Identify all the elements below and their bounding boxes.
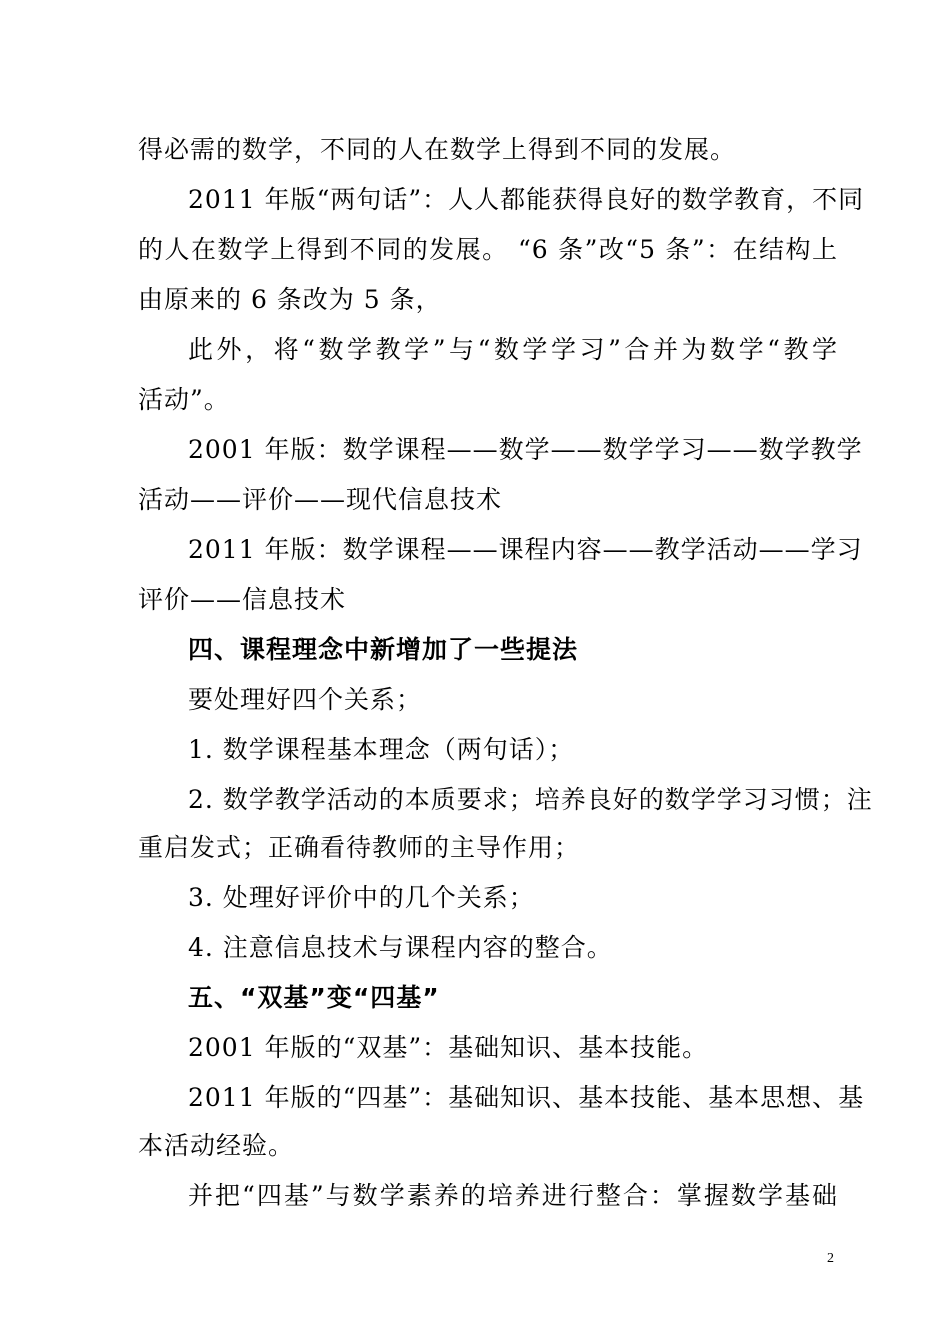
- list-item: 2. 数学教学活动的本质要求；培养良好的数学学习习惯；注: [188, 785, 873, 814]
- paragraph-line: 本活动经验。: [138, 1131, 295, 1160]
- section-heading: 五、“双基”变“四基”: [188, 983, 440, 1012]
- paragraph-line: 此外，将“数学教学”与“数学学习”合并为数学“教学: [188, 335, 838, 364]
- paragraph-line: 2011 年版：数学课程——课程内容——教学活动——学习: [188, 535, 863, 564]
- page-number: 2: [827, 1251, 834, 1266]
- paragraph-line: 2001 年版的“双基”：基础知识、基本技能。: [188, 1033, 709, 1062]
- list-item: 3. 处理好评价中的几个关系；: [188, 883, 535, 912]
- paragraph-line: 2011 年版的“四基”：基础知识、基本技能、基本思想、基: [188, 1083, 865, 1112]
- paragraph-line: 活动”。: [138, 385, 230, 414]
- paragraph-line: 并把“四基”与数学素养的培养进行整合：掌握数学基础: [188, 1181, 838, 1210]
- paragraph-line: 2011 年版“两句话”：人人都能获得良好的数学教育，不同: [188, 185, 865, 214]
- paragraph-line: 2001 年版：数学课程——数学——数学学习——数学教学: [188, 435, 863, 464]
- list-item: 4. 注意信息技术与课程内容的整合。: [188, 933, 613, 962]
- section-heading: 四、课程理念中新增加了一些提法: [188, 635, 579, 664]
- paragraph-line: 活动——评价——现代信息技术: [138, 485, 503, 514]
- list-item: 1. 数学课程基本理念（两句话）；: [188, 735, 575, 764]
- paragraph-line: 重启发式；正确看待教师的主导作用；: [138, 833, 581, 862]
- paragraph-line: 由原来的 6 条改为 5 条，: [138, 285, 442, 314]
- paragraph-line: 要处理好四个关系；: [188, 685, 423, 714]
- paragraph-line: 得必需的数学，不同的人在数学上得到不同的发展。: [138, 135, 737, 164]
- paragraph-line: 的人在数学上得到不同的发展。 “6 条”改“5 条”：在结构上: [138, 235, 838, 264]
- paragraph-line: 评价——信息技术: [138, 585, 347, 614]
